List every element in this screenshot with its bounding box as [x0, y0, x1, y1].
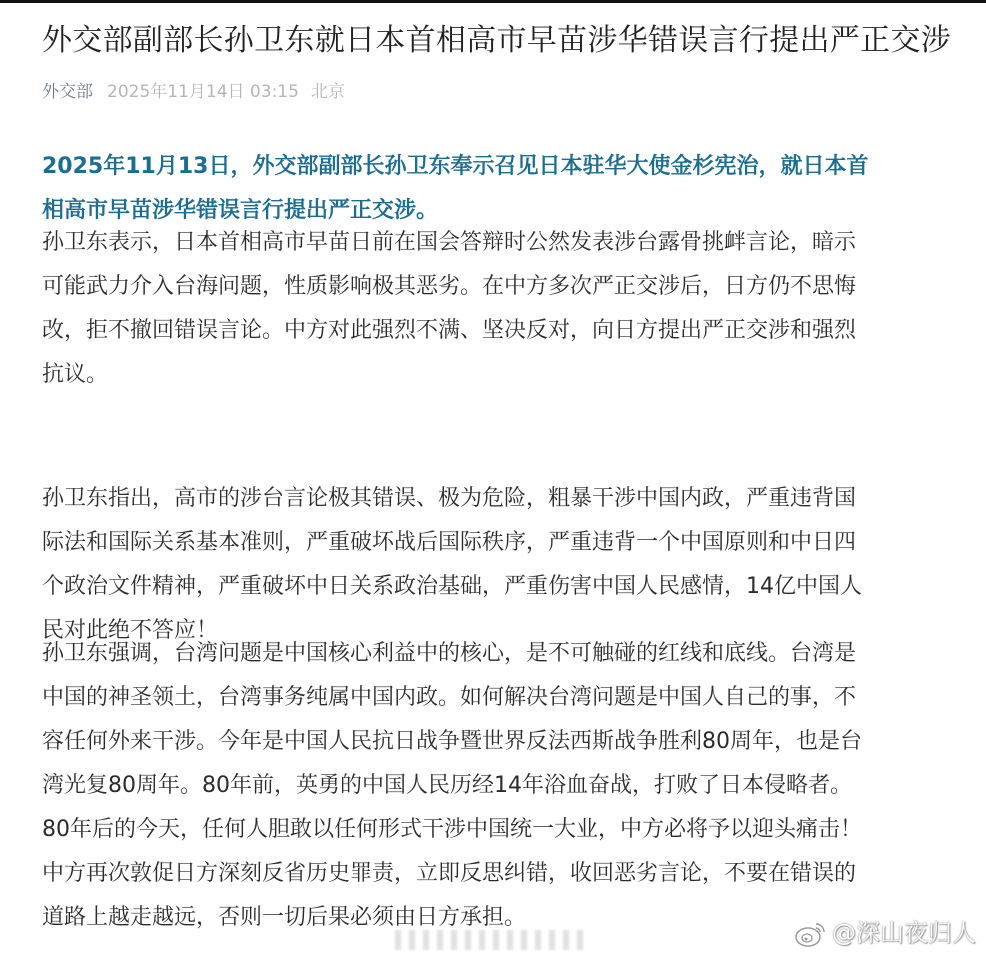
paragraph-line: 道路上越走越远，否则一切后果必须由日方承担。: [42, 905, 527, 930]
paragraph-line: 个政治文件精神，严重破坏中日关系政治基础，严重伤害中国人民感情，14亿中国人: [42, 574, 862, 599]
body-paragraph-3: [42, 632, 942, 940]
body-paragraph-1: [42, 221, 942, 397]
publish-date: 2025年11月14日 03:15: [107, 82, 299, 102]
weibo-watermark: [794, 918, 976, 948]
paragraph-line: 中方再次敦促日方深刻反省历史罪责，立即反思纠错，收回恶劣言论，不要在错误的: [42, 861, 857, 886]
article-meta: [42, 79, 345, 105]
source-link[interactable]: 外交部: [42, 82, 93, 102]
paragraph-line: 孙卫东强调，台湾问题是中国核心利益中的核心，是不可触碰的红线和底线。台湾是: [42, 641, 857, 666]
paragraph-line: 民对此绝不答应！: [42, 618, 219, 643]
paragraph-line: 孙卫东表示，日本首相高市早苗日前在国会答辩时公然发表涉台露骨挑衅言论，暗示: [42, 230, 857, 255]
paragraph-line: 中国的神圣领土，台湾事务纯属中国内政。如何解决台湾问题是中国人自己的事，不: [42, 685, 857, 710]
top-border: [0, 0, 986, 3]
paragraph-line: 容任何外来干涉。今年是中国人民抗日战争暨世界反法西斯战争胜利80周年，也是台: [42, 729, 862, 754]
weibo-icon: [794, 918, 828, 948]
lead-paragraph: [42, 145, 942, 233]
lead-line: 2025年11月13日，外交部副部长孙卫东奉示召见日本驻华大使金杉宪治，就日本首: [42, 154, 869, 179]
paragraph-line: 际法和国际关系基本准则，严重破坏战后国际秩序，严重违背一个中国原则和中日四: [42, 530, 857, 555]
watermark-text: @深山夜归人: [832, 919, 976, 947]
image-artifact: [395, 930, 590, 950]
publish-location: 北京: [310, 82, 345, 102]
paragraph-line: 可能武力介入台海问题，性质影响极其恶劣。在中方多次严正交涉后，日方仍不思悔: [42, 274, 857, 299]
paragraph-line: 80年后的今天，任何人胆敢以任何形式干涉中国统一大业，中方必将予以迎头痛击！: [42, 817, 862, 842]
paragraph-line: 抗议。: [42, 362, 109, 387]
body-paragraph-2: [42, 477, 942, 653]
article-title: 外交部副部长孙卫东就日本首相高市早苗涉华错误言行提出严正交涉: [42, 23, 951, 58]
paragraph-line: 湾光复80周年。80年前，英勇的中国人民历经14年浴血奋战，打败了日本侵略者。: [42, 773, 852, 798]
lead-line: 相高市早苗涉华错误言行提出严正交涉。: [42, 198, 439, 223]
paragraph-line: 孙卫东指出，高市的涉台言论极其错误、极为危险，粗暴干涉中国内政，严重违背国: [42, 486, 857, 511]
paragraph-line: 改，拒不撤回错误言论。中方对此强烈不满、坚决反对，向日方提出严正交涉和强烈: [42, 318, 857, 343]
